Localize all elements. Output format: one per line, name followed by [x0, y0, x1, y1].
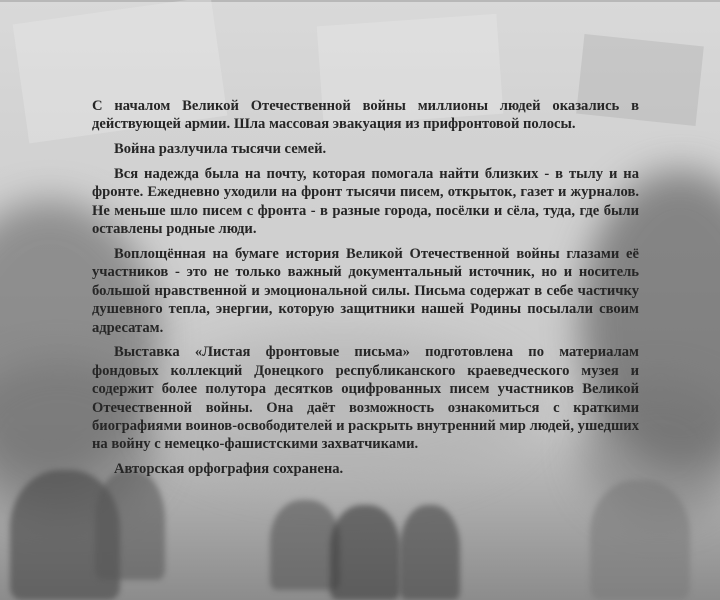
soldier-figure	[590, 480, 690, 600]
paragraph-intro: С началом Великой Отечественной войны миллионы людей оказались в действующей армии. Шла массовая эвакуация из прифронтовой полосы.	[92, 98, 639, 133]
soldiers-photo	[0, 460, 720, 600]
paragraph-spelling-note: Авторская орфография сохранена.	[114, 461, 344, 478]
paragraph-history: Воплощённая на бумаге история Великой Отечественной войны глазами её участников - это не только важный документальный источник, но и носитель большой нравственной и эмоциональной силы. Письма содержат в себе частичку душевного тепла, энергии, которую защитники нашей Родины посылали своим адресатам.	[92, 246, 639, 336]
paragraph-post: Вся надежда была на почту, которая помогала найти близких - в тылу и на фронте. Ежедневно уходили на фронт тысячи писем, открыток, газет и журналов. Не меньше шло писем с фронта - в разные города, посёлки и сёла, туда, где были оставлены родные люди.	[92, 166, 639, 238]
top-border	[0, 0, 720, 2]
paragraph-families: Война разлучила тысячи семей.	[114, 141, 327, 158]
soldier-figure	[330, 505, 400, 600]
soldier-figure	[400, 505, 460, 600]
exhibition-intro-text	[92, 97, 639, 479]
paragraph-exhibition: Выставка «Листая фронтовые письма» подготовлена по материалам фондовых коллекций Донецкого республиканского краеведческого музея и содержит более полутора десятков оцифрованных писем участников Великой Отечественной войны. Она даёт возможность ознакомиться с краткими биографиями воинов-освободителей и раскрыть внутренний мир людей, ушедших на войну с немецко-фашистскими захватчиками.	[92, 344, 639, 453]
soldier-figure	[95, 470, 165, 580]
